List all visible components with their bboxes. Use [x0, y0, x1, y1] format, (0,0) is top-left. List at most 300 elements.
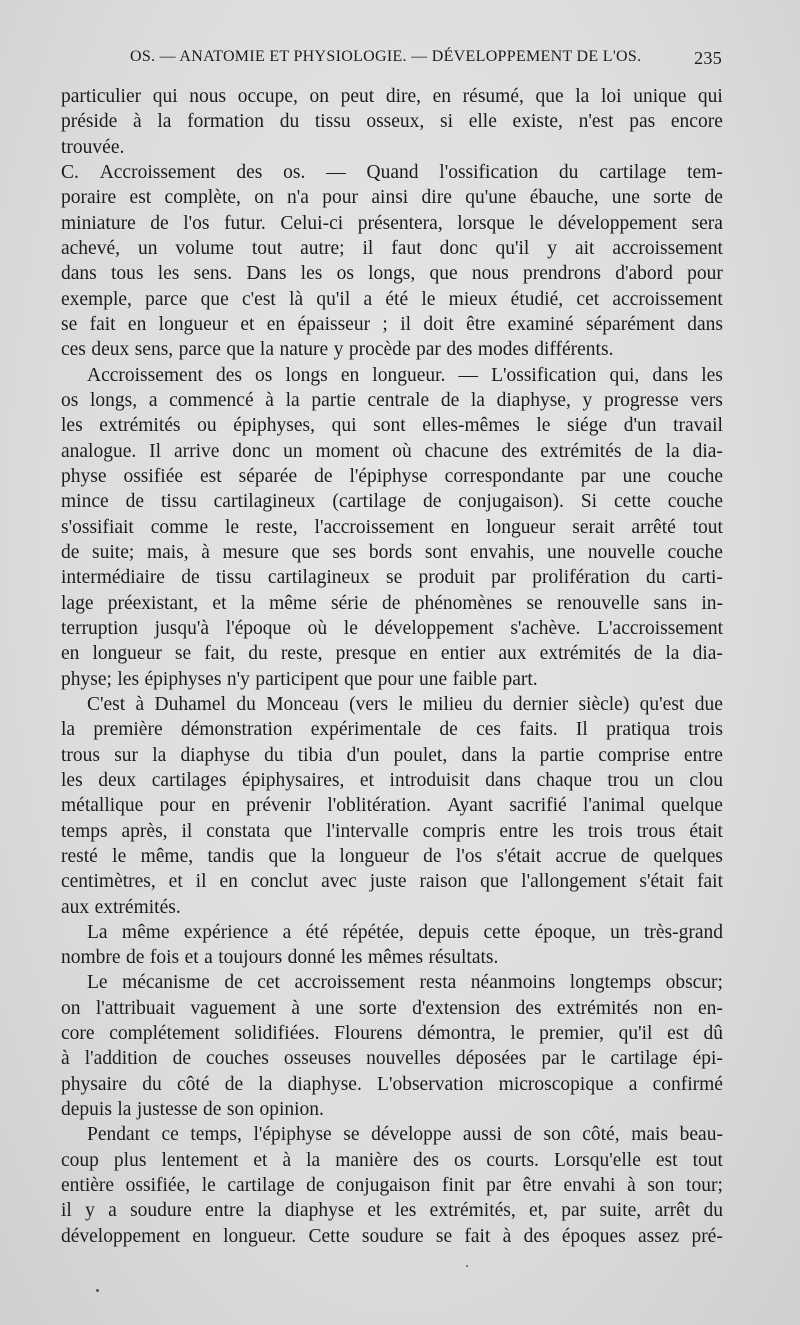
word: à	[135, 693, 145, 715]
word: en	[409, 643, 428, 665]
word: de	[422, 491, 442, 513]
word: on	[309, 86, 329, 107]
word: entier	[440, 643, 486, 665]
text-line	[61, 236, 723, 261]
word: longs,	[368, 263, 416, 285]
word: accroissement	[612, 237, 723, 259]
word: depuis	[61, 1099, 112, 1121]
word: développement	[374, 617, 494, 639]
word: core	[61, 1023, 95, 1045]
word: épaisseur	[297, 313, 371, 335]
word: la	[665, 643, 680, 665]
word: que	[200, 288, 229, 310]
text-line	[61, 1046, 723, 1071]
word: après,	[121, 820, 168, 842]
word: sorte	[653, 187, 692, 209]
print-speck	[466, 1265, 468, 1267]
word: conjugaison).	[458, 491, 564, 513]
word: peut	[340, 86, 375, 107]
word: assez	[638, 1225, 680, 1247]
word: par	[541, 1048, 567, 1070]
word: beau-	[679, 1124, 723, 1146]
word: démontra,	[417, 1023, 496, 1045]
word: L'ossification	[491, 364, 597, 386]
word: reste,	[280, 643, 323, 665]
word: depuis	[418, 921, 470, 943]
word: l'addition	[84, 1048, 158, 1070]
word: obscur;	[665, 972, 723, 994]
word: à	[133, 111, 142, 133]
word: et	[184, 947, 199, 969]
word: et,	[529, 1200, 548, 1222]
word: épi-	[692, 1048, 723, 1070]
word: résumé,	[462, 86, 524, 107]
word: longtemps	[569, 972, 652, 994]
word: il	[195, 871, 207, 893]
word: des	[413, 1149, 440, 1171]
word: pour	[687, 263, 723, 285]
word: resté	[61, 845, 98, 867]
word: qui,	[609, 364, 640, 386]
text-line	[61, 819, 723, 844]
word: de	[172, 1048, 191, 1070]
word: en	[266, 313, 286, 335]
word: partie	[539, 744, 585, 766]
word: développe	[371, 1124, 452, 1146]
word: par	[580, 465, 606, 487]
word: qu'il	[316, 288, 351, 310]
word: ossifiée,	[125, 1175, 191, 1197]
word: les	[157, 263, 180, 285]
word: les	[394, 1200, 417, 1222]
word: que	[480, 871, 509, 893]
word: les	[61, 769, 83, 791]
word: cette	[483, 921, 521, 943]
word: une	[547, 541, 576, 563]
word: accroissement	[612, 288, 723, 310]
word: la	[306, 1149, 321, 1171]
word: plus	[113, 1149, 147, 1171]
word: lorsque	[457, 212, 515, 234]
word: le	[201, 1175, 216, 1197]
word: à	[627, 1175, 636, 1197]
word: de	[203, 1099, 222, 1121]
text-line	[61, 1097, 723, 1122]
word: le	[421, 288, 436, 310]
word: côté	[177, 1073, 210, 1095]
word: sera	[691, 212, 723, 234]
word: entre	[683, 744, 723, 766]
text-line	[61, 540, 723, 565]
text-line	[61, 591, 723, 616]
word: Ayant	[447, 795, 494, 817]
running-header	[60, 48, 722, 74]
word: métallique	[61, 795, 144, 817]
word: à	[502, 1225, 512, 1247]
word: époque,	[534, 921, 596, 943]
word: se	[435, 1225, 453, 1247]
word: temps,	[190, 1124, 242, 1146]
word: fait	[464, 1225, 491, 1247]
word: un	[654, 769, 674, 791]
word: os.	[283, 161, 306, 183]
word: analogue.	[61, 440, 137, 462]
word: développement	[557, 212, 677, 234]
word: arrêté	[631, 516, 676, 538]
word: un	[137, 237, 158, 259]
word: centrale	[367, 389, 430, 411]
word: produit	[418, 567, 475, 589]
word: terruption	[61, 617, 138, 639]
word: était	[689, 820, 723, 842]
word: entre	[205, 1200, 245, 1222]
word: être	[522, 1175, 552, 1197]
word: tout	[692, 516, 723, 538]
word: une	[418, 668, 448, 690]
word: c'est	[242, 288, 276, 310]
word: que	[268, 845, 297, 867]
word: dans	[652, 364, 689, 386]
word: Pendant	[87, 1124, 150, 1146]
word: resta	[419, 972, 457, 994]
word: travail	[673, 415, 723, 437]
word: pas	[629, 111, 656, 133]
word: du	[558, 161, 579, 183]
word: Quand	[366, 161, 419, 183]
text-line	[61, 717, 723, 742]
word: tous	[110, 263, 144, 285]
word: part.	[502, 668, 538, 690]
word: extrémités	[539, 643, 621, 665]
word: les	[61, 415, 83, 437]
word: dans	[485, 769, 522, 791]
text-line	[61, 312, 723, 337]
word: le	[510, 1023, 525, 1045]
word: la	[285, 389, 300, 411]
word: des	[523, 1225, 550, 1247]
word: de	[181, 567, 200, 589]
word: un	[283, 440, 303, 462]
word: a	[148, 389, 158, 411]
word: conjugaison	[336, 1175, 431, 1197]
word: sens,	[134, 339, 174, 361]
word: le	[536, 415, 551, 437]
word: confirmé	[652, 1073, 723, 1095]
word: il	[61, 1200, 72, 1222]
word: opinion.	[259, 1099, 324, 1121]
word: C'est	[87, 693, 126, 715]
word: dire,	[385, 86, 422, 107]
word: d'un	[623, 415, 657, 437]
word: quelques	[653, 845, 723, 867]
word: bords	[368, 541, 413, 563]
word: et	[367, 1200, 382, 1222]
word: arrive	[173, 440, 220, 462]
word: C.	[61, 161, 79, 183]
word: à	[291, 997, 301, 1019]
word: de	[620, 845, 640, 867]
word: côté,	[582, 1124, 620, 1146]
word: la	[511, 744, 526, 766]
word: se	[385, 567, 403, 589]
word: les	[340, 947, 363, 969]
word: particulier	[61, 86, 142, 107]
word: développement	[61, 1225, 181, 1247]
word: l'accroissement	[314, 516, 434, 538]
word: des	[236, 161, 263, 183]
word: participent	[255, 668, 339, 690]
word: le	[112, 845, 127, 867]
word: en	[61, 643, 80, 665]
word: Il	[575, 719, 588, 741]
word: justesse	[136, 1099, 198, 1121]
word: due	[694, 693, 723, 715]
word: tout	[692, 1149, 723, 1171]
word: du	[248, 643, 268, 665]
body-text	[61, 84, 723, 1249]
word: cartilagineux	[267, 567, 370, 589]
word: il	[181, 820, 193, 842]
word: loi	[600, 86, 622, 107]
word: de	[704, 187, 723, 209]
word: le	[398, 693, 413, 715]
word: de	[126, 947, 145, 969]
word: la	[470, 389, 485, 411]
text-line	[61, 185, 723, 210]
word: les	[552, 820, 574, 842]
word: des	[446, 339, 473, 361]
word: —	[326, 161, 346, 183]
word: le	[581, 1048, 596, 1070]
word: de	[61, 541, 80, 563]
word: temps	[61, 820, 108, 842]
word: il	[400, 313, 412, 335]
text-line	[61, 996, 723, 1021]
word: conclut	[250, 871, 309, 893]
word: comme	[150, 516, 209, 538]
word: longueur.	[223, 1225, 297, 1247]
word: en	[219, 871, 238, 893]
word: en-	[698, 997, 723, 1019]
word: même	[269, 592, 317, 614]
word: compris	[422, 820, 486, 842]
word: extrémités	[556, 997, 639, 1019]
word: pratiqua	[606, 719, 670, 741]
word: et	[253, 1149, 268, 1171]
word: les	[701, 364, 723, 386]
word: mêmes	[367, 947, 424, 969]
word: elles-mêmes	[422, 415, 520, 437]
text-line	[61, 261, 723, 286]
word: nombre	[61, 947, 121, 969]
word: physe	[61, 465, 107, 487]
word: dernier	[512, 693, 569, 715]
word: l'animal	[582, 795, 645, 817]
running-title: OS. — ANATOMIE ET PHYSIOLOGIE. — DÉVELOPPEMENT DE L'OS.	[130, 48, 642, 65]
word: cartilagineux	[213, 491, 316, 513]
word: futur.	[224, 212, 266, 234]
word: chacune	[424, 440, 489, 462]
word: son	[647, 1175, 675, 1197]
word: introduisit	[389, 769, 470, 791]
word: époques	[561, 1225, 626, 1247]
word: solidifiées.	[234, 1023, 320, 1045]
text-line	[61, 211, 723, 236]
word: la	[665, 440, 680, 462]
text-line	[61, 1072, 723, 1097]
word: résultats.	[428, 947, 499, 969]
word: commencé	[169, 389, 254, 411]
word: dans	[687, 313, 723, 335]
word: entre	[499, 820, 539, 842]
word: la	[310, 845, 326, 867]
word: tour;	[686, 1175, 723, 1197]
word: la	[258, 1073, 273, 1095]
word: de	[513, 1124, 532, 1146]
word: poulet,	[393, 744, 448, 766]
word: trouvée.	[61, 136, 125, 158]
word: l'épiphyse	[349, 465, 428, 487]
word: nous	[189, 86, 227, 107]
word: les	[117, 668, 140, 690]
word: milieu	[422, 693, 473, 715]
word: ébauche,	[529, 187, 599, 209]
word: cartilage	[227, 1175, 295, 1197]
word: faits.	[519, 719, 558, 741]
word: et	[359, 769, 374, 791]
word: d'un	[346, 744, 380, 766]
word: longs,	[90, 389, 138, 411]
word: démonstration	[180, 719, 293, 741]
text-line	[61, 337, 723, 362]
word: trous	[636, 820, 676, 842]
word: renouvelle	[556, 592, 640, 614]
word: juste	[369, 871, 407, 893]
text-line	[61, 970, 723, 995]
word: Monceau	[266, 693, 339, 715]
word: dans	[461, 744, 498, 766]
word: dû	[703, 1023, 723, 1045]
word: sont	[373, 415, 406, 437]
text-line	[61, 641, 723, 666]
word: longueur.	[372, 364, 446, 386]
word: faible	[452, 668, 497, 690]
word: la	[257, 1200, 272, 1222]
word: est	[667, 1023, 689, 1045]
word: os	[61, 389, 79, 411]
word: de	[423, 845, 442, 867]
word: serait	[572, 516, 615, 538]
word: mais,	[146, 541, 189, 563]
word: La	[87, 921, 108, 943]
text-line	[61, 869, 723, 894]
word: centimètres,	[61, 871, 156, 893]
word: soudure	[130, 1200, 192, 1222]
word: intermédiaire	[61, 567, 165, 589]
word: deux	[98, 769, 137, 791]
word: les	[300, 263, 323, 285]
word: parce	[178, 339, 221, 361]
text-line	[61, 84, 723, 109]
word: fait,	[204, 643, 236, 665]
word: comprise	[598, 744, 670, 766]
word: où	[307, 617, 328, 639]
word: le	[343, 617, 358, 639]
word: trois	[688, 719, 723, 741]
word: coup	[61, 1149, 99, 1171]
word: très-grand	[643, 921, 723, 943]
word: la	[157, 111, 172, 133]
word: occupe,	[237, 86, 298, 107]
text-line	[61, 667, 723, 692]
word: la	[117, 1099, 132, 1121]
word: faut	[391, 237, 422, 259]
word: tissu	[160, 491, 197, 513]
word: en	[340, 364, 360, 386]
word: extrémités	[540, 440, 622, 462]
word: mince	[61, 491, 109, 513]
word: cet	[257, 972, 280, 994]
word: longueur	[339, 845, 409, 867]
word: par	[561, 1200, 587, 1222]
word: constata	[206, 820, 271, 842]
word: d'abord	[615, 263, 673, 285]
word: du	[646, 567, 666, 589]
word: jusqu'à	[154, 617, 210, 639]
word: (cartilage	[332, 491, 406, 513]
word: examiné	[507, 313, 574, 335]
word: séparément	[586, 313, 675, 335]
word: donc	[232, 440, 271, 462]
word: d'extension	[412, 997, 501, 1019]
word: tibia	[297, 744, 333, 766]
word: osseux,	[366, 111, 425, 133]
word: trou	[607, 769, 639, 791]
word: dire	[421, 187, 452, 209]
word: prévenir	[246, 795, 312, 817]
word: épiphyses	[144, 668, 222, 690]
word: l'ossification	[439, 161, 539, 183]
word: tem-	[687, 161, 723, 183]
text-line	[61, 135, 723, 160]
word: en	[432, 86, 452, 107]
word: préexistant,	[107, 592, 199, 614]
text-line	[61, 464, 723, 489]
word: si	[440, 111, 454, 133]
word: déposées	[455, 1048, 527, 1070]
word: correspondante	[444, 465, 564, 487]
word: là	[289, 288, 304, 310]
text-line	[61, 363, 723, 388]
word: n'y	[226, 668, 250, 690]
word: dia-	[692, 643, 723, 665]
word: pour	[159, 795, 196, 817]
word: s'achève.	[510, 617, 581, 639]
text-line	[61, 413, 723, 438]
word: s'était	[496, 845, 542, 867]
text-line	[61, 793, 723, 818]
word: pré-	[691, 1225, 723, 1247]
word: du	[264, 744, 284, 766]
word: ces	[476, 719, 501, 741]
word: partie	[311, 389, 356, 411]
word: complétement	[109, 1023, 220, 1045]
word: y	[85, 1200, 95, 1222]
text-line	[61, 743, 723, 768]
word: été	[385, 288, 409, 310]
word: n'est	[578, 111, 614, 133]
word: aux	[498, 643, 527, 665]
